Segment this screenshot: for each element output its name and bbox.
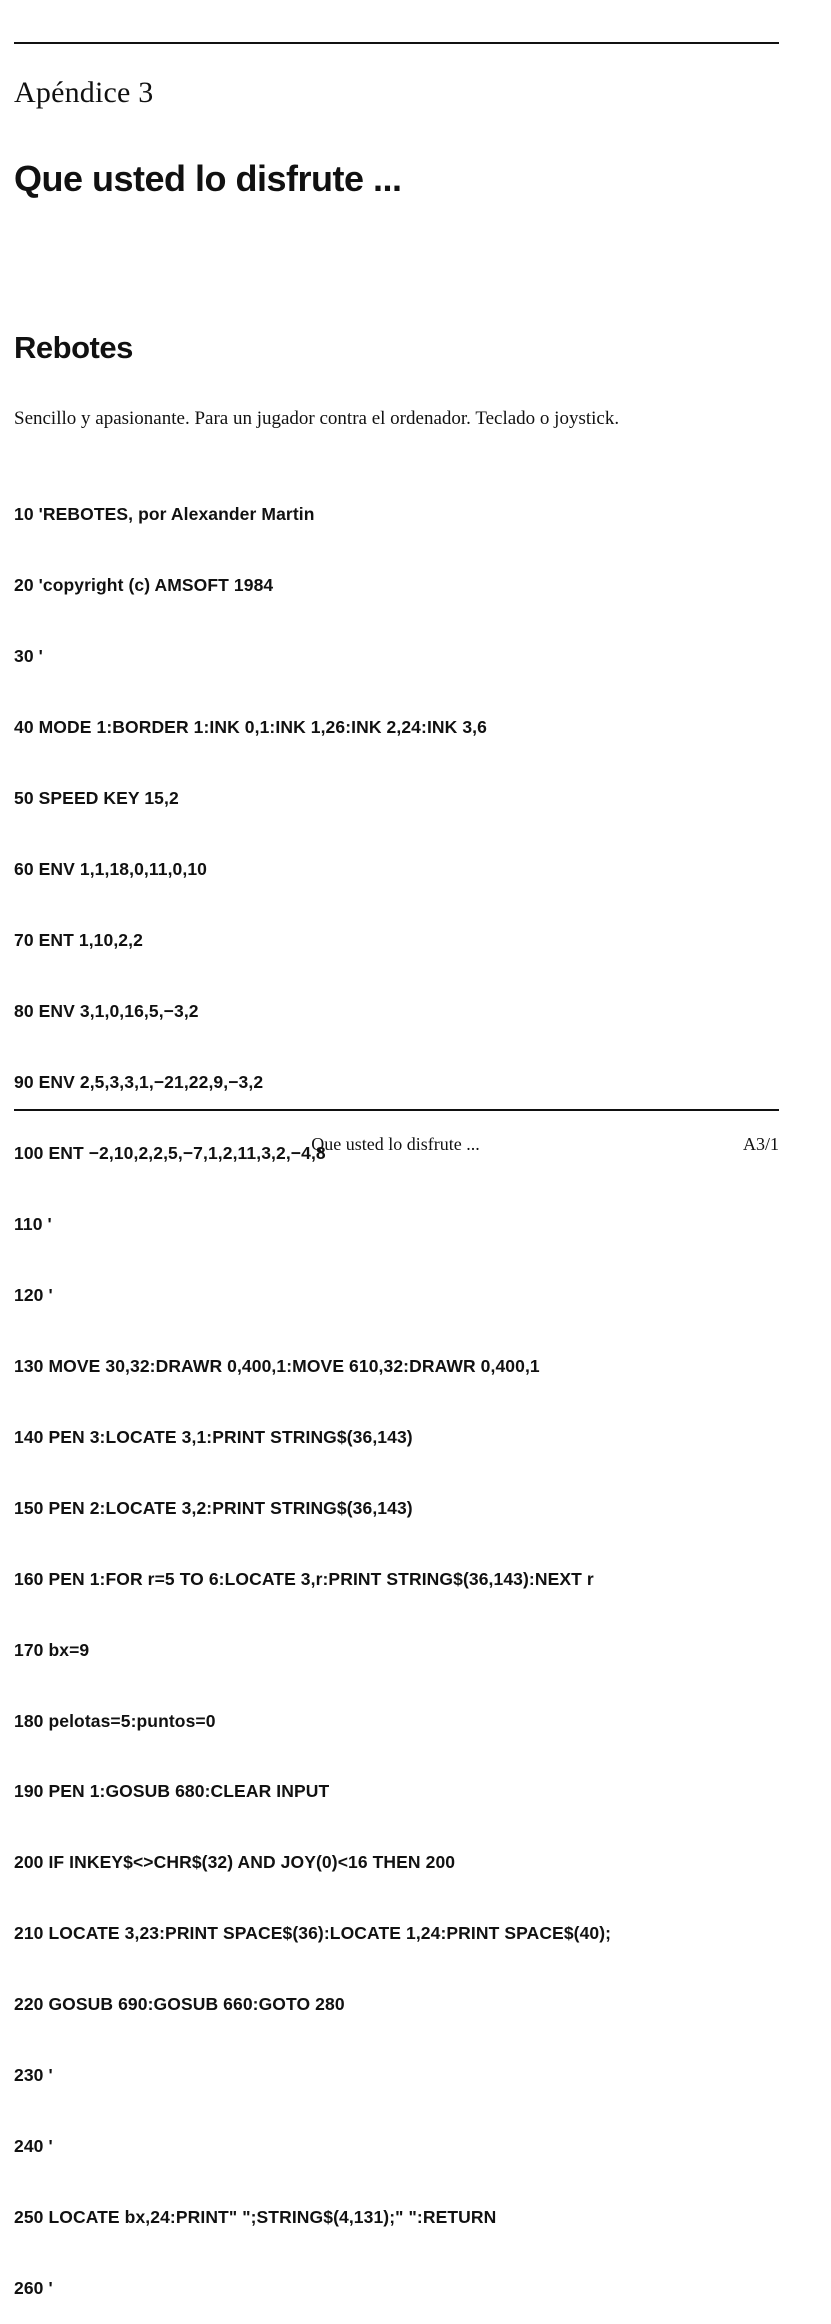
code-line: 260 ' xyxy=(14,2278,53,2299)
code-line: 50 SPEED KEY 15,2 xyxy=(14,788,179,809)
code-line: 100 ENT −2,10,2,2,5,−7,1,2,11,3,2,−4,8 xyxy=(14,1142,326,1163)
code-line: 20 'copyright (c) AMSOFT 1984 xyxy=(14,575,274,596)
top-rule xyxy=(14,42,779,44)
code-line: 90 ENV 2,5,3,3,1,−21,22,9,−3,2 xyxy=(14,1071,264,1092)
code-line: 60 ENV 1,1,18,0,11,0,10 xyxy=(14,859,208,880)
code-listing xyxy=(14,456,611,2324)
code-line: 140 PEN 3:LOCATE 3,1:PRINT STRING$(36,143) xyxy=(14,1426,413,1447)
section-intro: Sencillo y apasionante. Para un jugador contra el ordenador. Teclado o joystick. xyxy=(14,408,620,429)
section-title: Rebotes xyxy=(14,330,133,365)
footer-title: Que usted lo disfrute ... xyxy=(311,1134,480,1154)
code-line: 110 ' xyxy=(14,1213,52,1234)
code-line: 160 PEN 1:FOR r=5 TO 6:LOCATE 3,r:PRINT STRING$(36,143):NEXT r xyxy=(14,1568,594,1589)
code-line: 200 IF INKEY$<>CHR$(32) AND JOY(0)<16 THEN 200 xyxy=(14,1852,456,1873)
code-line: 170 bx=9 xyxy=(14,1639,90,1660)
code-line: 220 GOSUB 690:GOSUB 660:GOTO 280 xyxy=(14,1994,345,2015)
code-line: 190 PEN 1:GOSUB 680:CLEAR INPUT xyxy=(14,1781,330,1802)
code-line: 130 MOVE 30,32:DRAWR 0,400,1:MOVE 610,32:DRAWR 0,400,1 xyxy=(14,1355,540,1376)
code-line: 150 PEN 2:LOCATE 3,2:PRINT STRING$(36,143) xyxy=(14,1497,413,1518)
code-line: 240 ' xyxy=(14,2136,53,2157)
code-line: 210 LOCATE 3,23:PRINT SPACE$(36):LOCATE 1,24:PRINT SPACE$(40); xyxy=(14,1923,612,1944)
bottom-rule xyxy=(14,1109,779,1111)
code-line: 180 pelotas=5:puntos=0 xyxy=(14,1710,216,1731)
code-line: 30 ' xyxy=(14,646,43,667)
appendix-label: Apéndice 3 xyxy=(14,76,154,109)
code-line: 70 ENT 1,10,2,2 xyxy=(14,930,143,951)
code-line: 120 ' xyxy=(14,1284,53,1305)
chapter-title: Que usted lo disfrute ... xyxy=(14,158,402,199)
code-line: 250 LOCATE bx,24:PRINT" ";STRING$(4,131);" ":RETURN xyxy=(14,2207,497,2228)
page-number: A3/1 xyxy=(743,1134,779,1154)
code-line: 10 'REBOTES, por Alexander Martin xyxy=(14,504,315,525)
code-line: 40 MODE 1:BORDER 1:INK 0,1:INK 1,26:INK 2,24:INK 3,6 xyxy=(14,717,487,738)
code-line: 80 ENV 3,1,0,16,5,−3,2 xyxy=(14,1000,199,1021)
code-line: 230 ' xyxy=(14,2065,53,2086)
